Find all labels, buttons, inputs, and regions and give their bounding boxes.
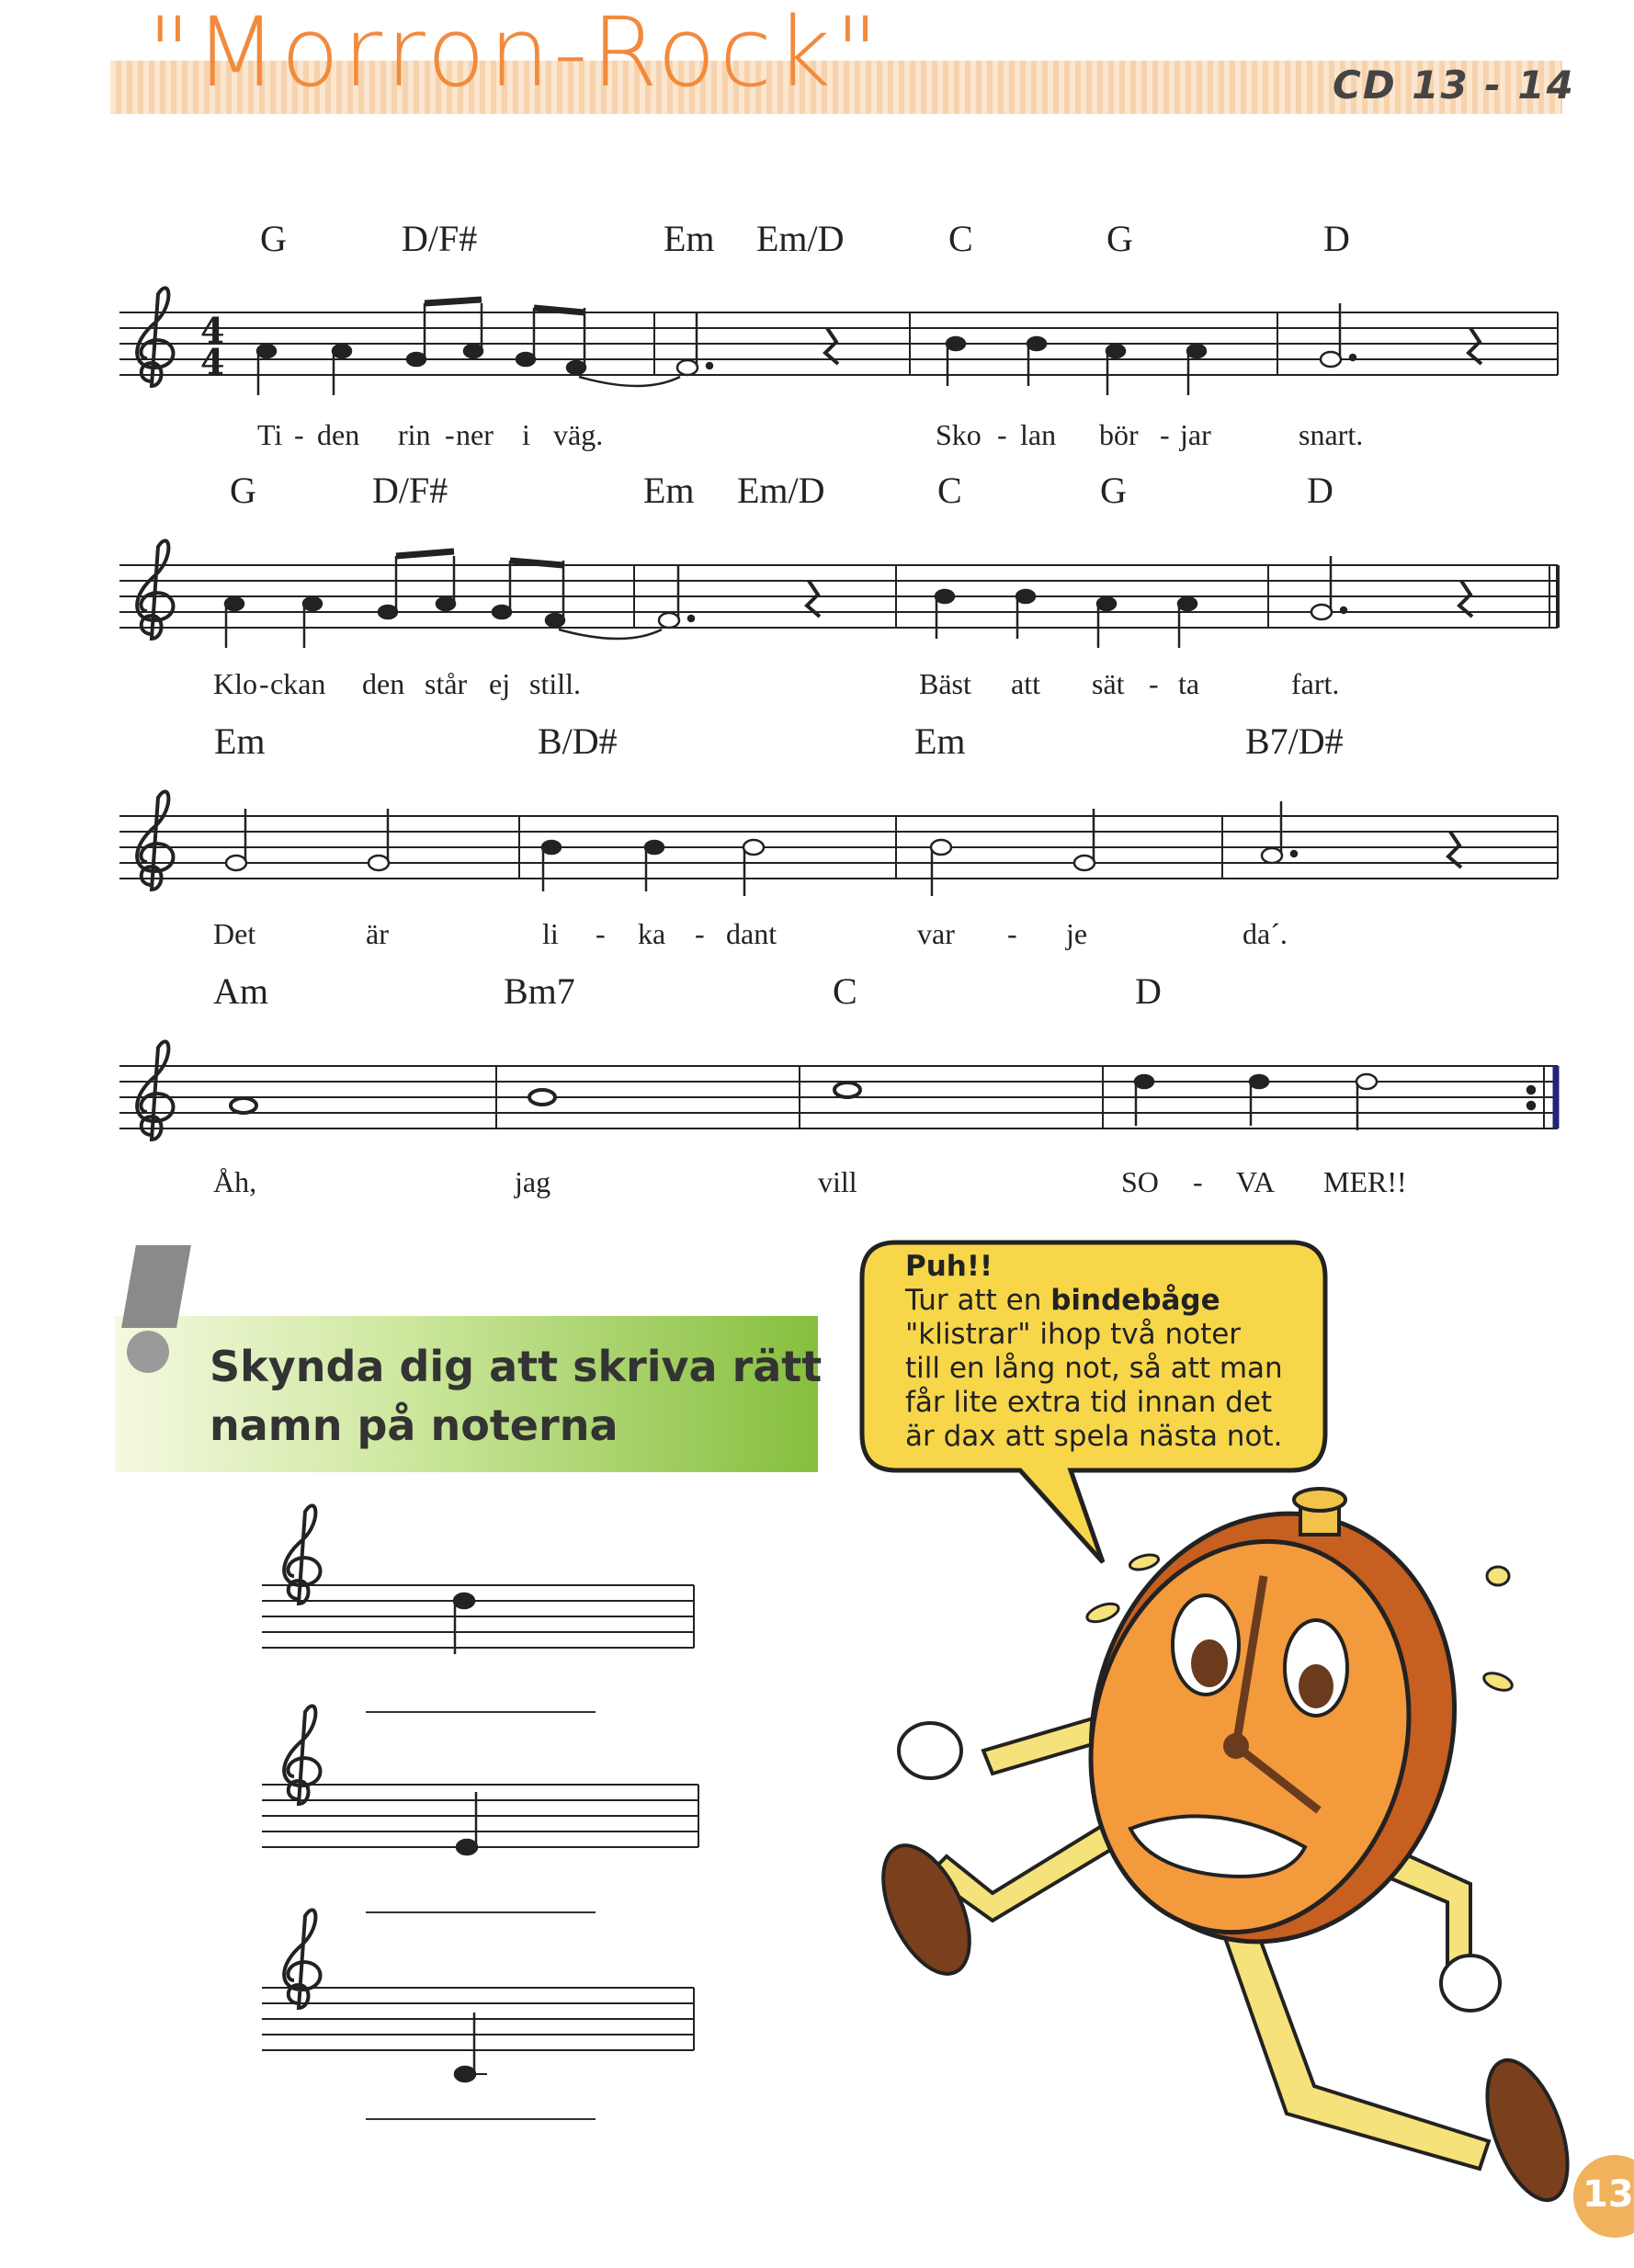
- lyric: snart.: [1299, 418, 1364, 451]
- lyric: Bäst: [919, 667, 971, 700]
- shoe-left: [866, 1832, 987, 1987]
- lyric: -: [997, 418, 1007, 451]
- chord: D: [1135, 970, 1162, 1012]
- chord: G: [1106, 218, 1133, 259]
- exercise-title-line2: namn på noterna: [210, 1400, 618, 1450]
- lyric: väg.: [553, 418, 604, 451]
- chord: Em/D: [737, 470, 825, 511]
- chord: B/D#: [538, 720, 618, 762]
- lyric: den: [362, 667, 405, 700]
- bubble-line2: [905, 1284, 1283, 1318]
- lyric: -: [445, 418, 455, 451]
- lyric: da´.: [1243, 917, 1288, 950]
- bubble-line5: får lite extra tid innan det: [905, 1386, 1273, 1419]
- lyric: Klo: [213, 667, 257, 700]
- lyric: rin: [398, 418, 431, 451]
- lyric: att: [1011, 667, 1040, 700]
- chord: G: [1100, 470, 1127, 511]
- lyric: den: [317, 418, 360, 451]
- lyric: -: [1149, 667, 1159, 700]
- lyric: VA: [1236, 1165, 1276, 1198]
- chord: D/F#: [372, 470, 448, 511]
- lyric: -: [294, 418, 304, 451]
- bubble-line6: är dax att spela nästa not.: [905, 1420, 1283, 1453]
- page-title: "Morron-Rock": [147, 0, 882, 108]
- page-number: 13: [1583, 2173, 1634, 2216]
- lyric: ckan: [270, 667, 326, 700]
- bubble-line4: till en lång not, så att man: [905, 1352, 1283, 1385]
- chord: D: [1307, 470, 1333, 511]
- lyric: sät: [1092, 667, 1125, 700]
- chord: G: [230, 470, 256, 511]
- lyric: vill: [818, 1165, 857, 1198]
- lyric: bör: [1099, 418, 1139, 451]
- lyric: -: [259, 667, 269, 700]
- glove-right: [1441, 1956, 1500, 2011]
- lyric: ej: [489, 667, 511, 700]
- chord: B7/D#: [1245, 720, 1344, 762]
- lyric: Det: [213, 917, 256, 950]
- lyric: står: [425, 667, 468, 700]
- bubble-text: [905, 1250, 1283, 1454]
- lyric: Sko: [936, 418, 982, 451]
- lyric: SO: [1121, 1165, 1159, 1198]
- glove-left: [899, 1723, 961, 1778]
- chord: D/F#: [402, 218, 478, 259]
- svg-text:4: 4: [200, 341, 225, 382]
- bubble-line1: Puh!!: [905, 1250, 993, 1283]
- lyric: -: [1160, 418, 1170, 451]
- lyric: ka: [638, 917, 666, 950]
- lyric: -: [596, 917, 606, 950]
- chord: C: [833, 970, 857, 1012]
- chord: Em/D: [756, 218, 845, 259]
- lyric: Åh,: [213, 1165, 257, 1198]
- bubble-line2b: bindebåge: [1050, 1284, 1220, 1317]
- cd-track-label: CD 13 - 14: [1333, 62, 1575, 108]
- lyric: je: [1066, 917, 1088, 950]
- lyric: MER!!: [1323, 1165, 1407, 1198]
- lyric: still.: [529, 667, 582, 700]
- chord: Em: [914, 720, 966, 762]
- chord: G: [260, 218, 287, 259]
- lyric: i: [522, 418, 530, 451]
- lyric: är: [366, 917, 389, 950]
- chord: C: [937, 470, 962, 511]
- lyric: fart.: [1291, 667, 1340, 700]
- lyric: ta: [1178, 667, 1200, 700]
- lyric: -: [695, 917, 705, 950]
- lyric: jar: [1180, 418, 1211, 451]
- chord: C: [948, 218, 973, 259]
- chord: Em: [643, 470, 695, 511]
- chord: Em: [664, 218, 715, 259]
- bubble-line2a: Tur att en: [905, 1284, 1051, 1317]
- lyric: li: [542, 917, 559, 950]
- exercise-title-line1: Skynda dig att skriva rätt: [210, 1342, 823, 1391]
- lyric: jag: [515, 1165, 551, 1198]
- chord: Bm7: [504, 970, 575, 1012]
- chord: Em: [214, 720, 266, 762]
- lyric: dant: [726, 917, 777, 950]
- lyric: Ti: [257, 418, 283, 451]
- lyric: var: [917, 917, 955, 950]
- chord: Am: [213, 970, 268, 1012]
- lyric: lan: [1020, 418, 1057, 451]
- bubble-line3: "klistrar" ihop två noter: [905, 1318, 1242, 1351]
- lyric: ner: [456, 418, 494, 451]
- chord: D: [1323, 218, 1350, 259]
- lyric: -: [1007, 917, 1017, 950]
- lyric: -: [1193, 1165, 1203, 1198]
- svg-text:4: 4: [200, 310, 225, 351]
- shoe-right: [1471, 2050, 1583, 2211]
